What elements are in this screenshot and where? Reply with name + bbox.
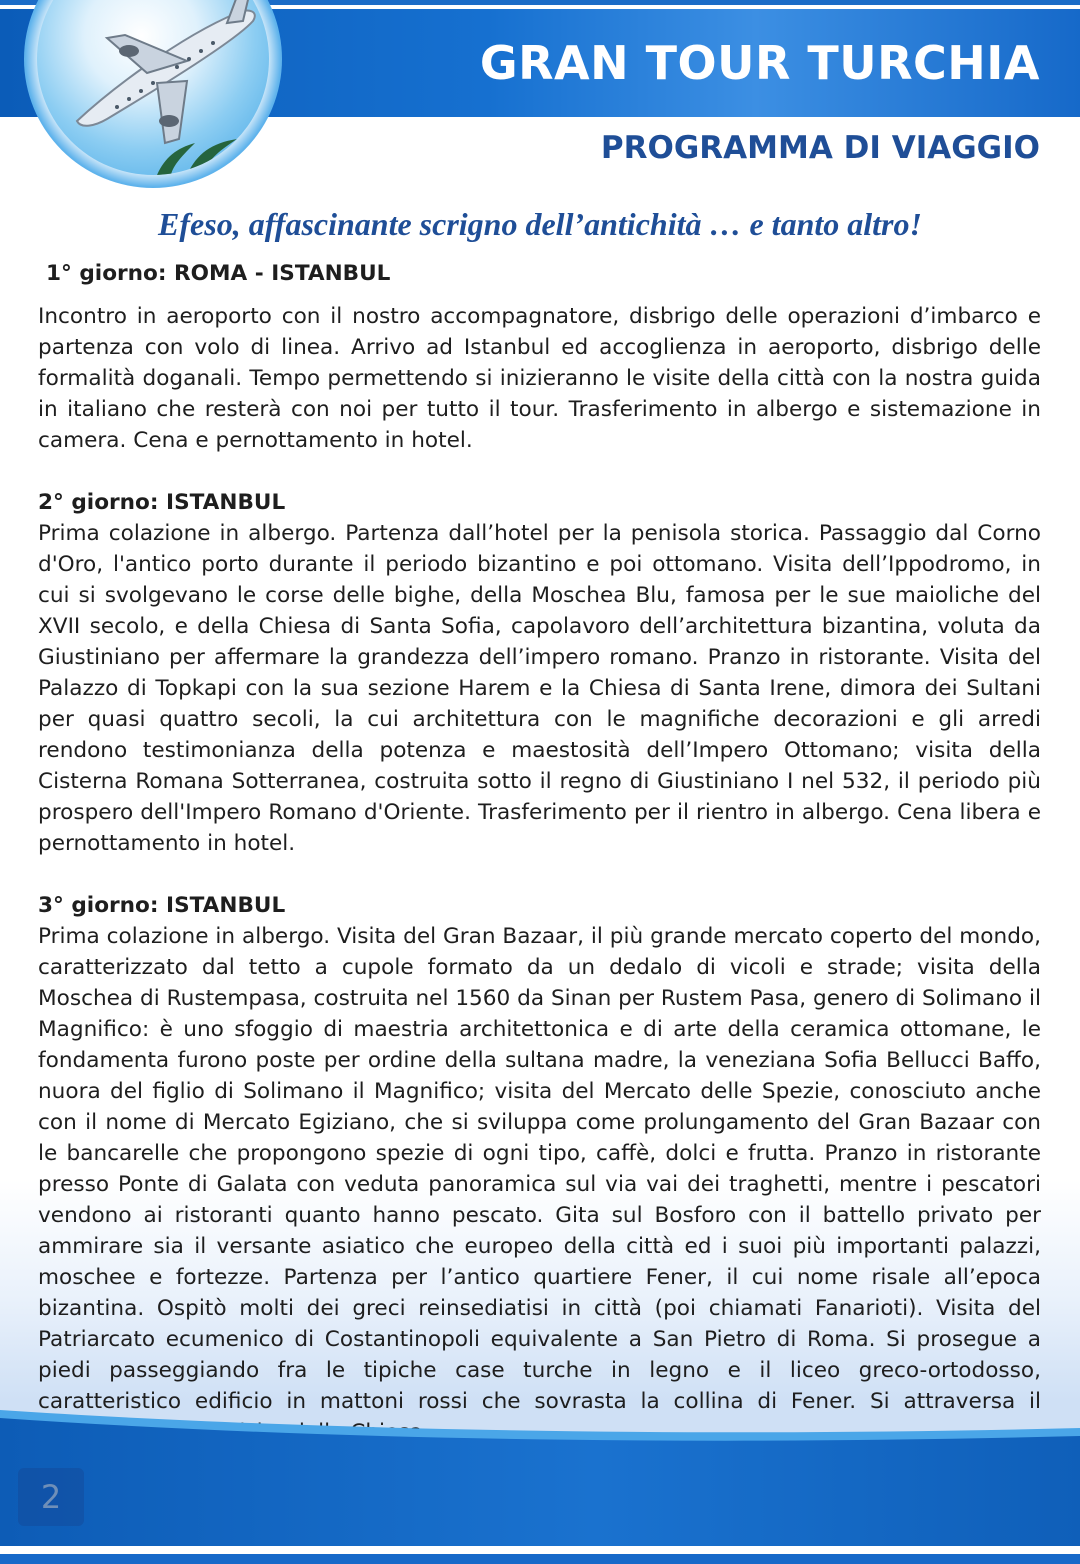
document-subtitle: PROGRAMMA DI VIAGGIO: [600, 130, 1040, 166]
day-1-text: Incontro in aeroporto con il nostro accompagnatore, disbrigo delle operazioni d’imbarco e partenza con volo di linea. Arrivo ad Istanbul ed accoglienza in aeroporto, disbrigo delle formalità doganali. Tempo permettendo si inizieranno le visite della città con la nostra guida in italiano che resterà con noi per tutto il tour. Trasferimento in albergo e sistemazione in camera. Cena e pernottamento in hotel.: [38, 304, 1041, 453]
day-2-block: [38, 487, 1041, 859]
day-2-title: 2° giorno: ISTANBUL: [38, 490, 286, 515]
airplane-icon: [37, 0, 269, 175]
page-number: 2: [40, 1478, 62, 1516]
day-3-title: 3° giorno: ISTANBUL: [38, 893, 286, 918]
day-1-block: [38, 258, 1041, 456]
footer-wave: [0, 1400, 1080, 1564]
document-title: GRAN TOUR TURCHIA: [479, 36, 1040, 90]
day-3-text: Prima colazione in albergo. Visita del Gran Bazaar, il più grande mercato coperto del mondo, caratterizzato dal tetto a cupole formato da un dedalo di vicoli e strade; visita della Moschea di Rustempasa, costruita nel 1560 da Sinan per Rustem Pasa, genero di Solimano il Magnifico: è uno sfoggio di maestria architettonica e di arte della ceramica ottomane, le fondamenta furono poste per ordine della sultana madre, la veneziana Sofia Bellucci Baffo, nuora del figlio di Solimano il Magnifico; visita del Mercato delle Spezie, conosciuto anche con il nome di Mercato Egiziano, che si sviluppa come prolungamento del Gran Bazaar con le bancarelle che propongono spezie di ogni tipo, caffè, dolci e frutta. Pranzo in ristorante presso Ponte di Galata con veduta panoramica sul via vai dei traghetti, mentre i pescatori vendono ai ristoranti quanto hanno pescato. Gita sul Bosforo con il battello privato per ammirare sia il versante asiatico che europeo della città ed i suoi più importanti palazzi, moschee e fortezze. Partenza per l’antico quartiere Fener, il cui nome risale all’epoca bizantina. Ospitò molti dei greci reinsediatisi in città (poi chiamati Fanarioti). Visita del Patriarcato ecumenico di Costantinopoli equivalente a San Pietro di Roma. Si prosegue a piedi passeggiando fra le tipiche case turche in legno e il liceo greco-ortodosso, caratteristico edificio in mattoni rossi che sovrasta la collina di Fener. Si attraversa il: [38, 924, 1041, 1414]
itinerary-content: [38, 258, 1041, 1479]
day-1-title: 1° giorno: ROMA - ISTANBUL: [46, 261, 391, 286]
tagline: Efeso, affascinante scrigno dell’antichità … e tanto altro!: [158, 206, 922, 242]
day-3-block: [38, 890, 1041, 1448]
page-number-box: [18, 1468, 84, 1526]
airplane-logo: [37, 0, 269, 175]
day-2-text: Prima colazione in albergo. Partenza dall’hotel per la penisola storica. Passaggio dal Corno d'Oro, l'antico porto durante il periodo bizantino e poi ottomano. Visita dell’Ippodromo, in cui si svolgevano le corse delle bighe, della Moschea Blu, famosa per le sue maioliche del XVII secolo, e della Chiesa di Santa Sofia, capolavoro dell’architettura bizantina, voluta da Giustiniano per affermare la grandezza dell’impero romano. Pranzo in ristorante. Visita del Palazzo di Topkapi con la sua sezione Harem e la Chiesa di Santa Irene, dimora dei Sultani per quasi quattro secoli, la cui architettura con le magnifiche decorazioni e gli arredi rendono testimonianza della potenza e maestosità dell’Impero Ottomano; visita della Cisterna Romana Sotterranea, costruita sotto il regno di Giustiniano I nel 532, il periodo più prospero dell'Impero Romano d'Oriente. Trasferimento per il rientro in albergo. Cena libera e pernottamento in hotel.: [38, 521, 1041, 856]
